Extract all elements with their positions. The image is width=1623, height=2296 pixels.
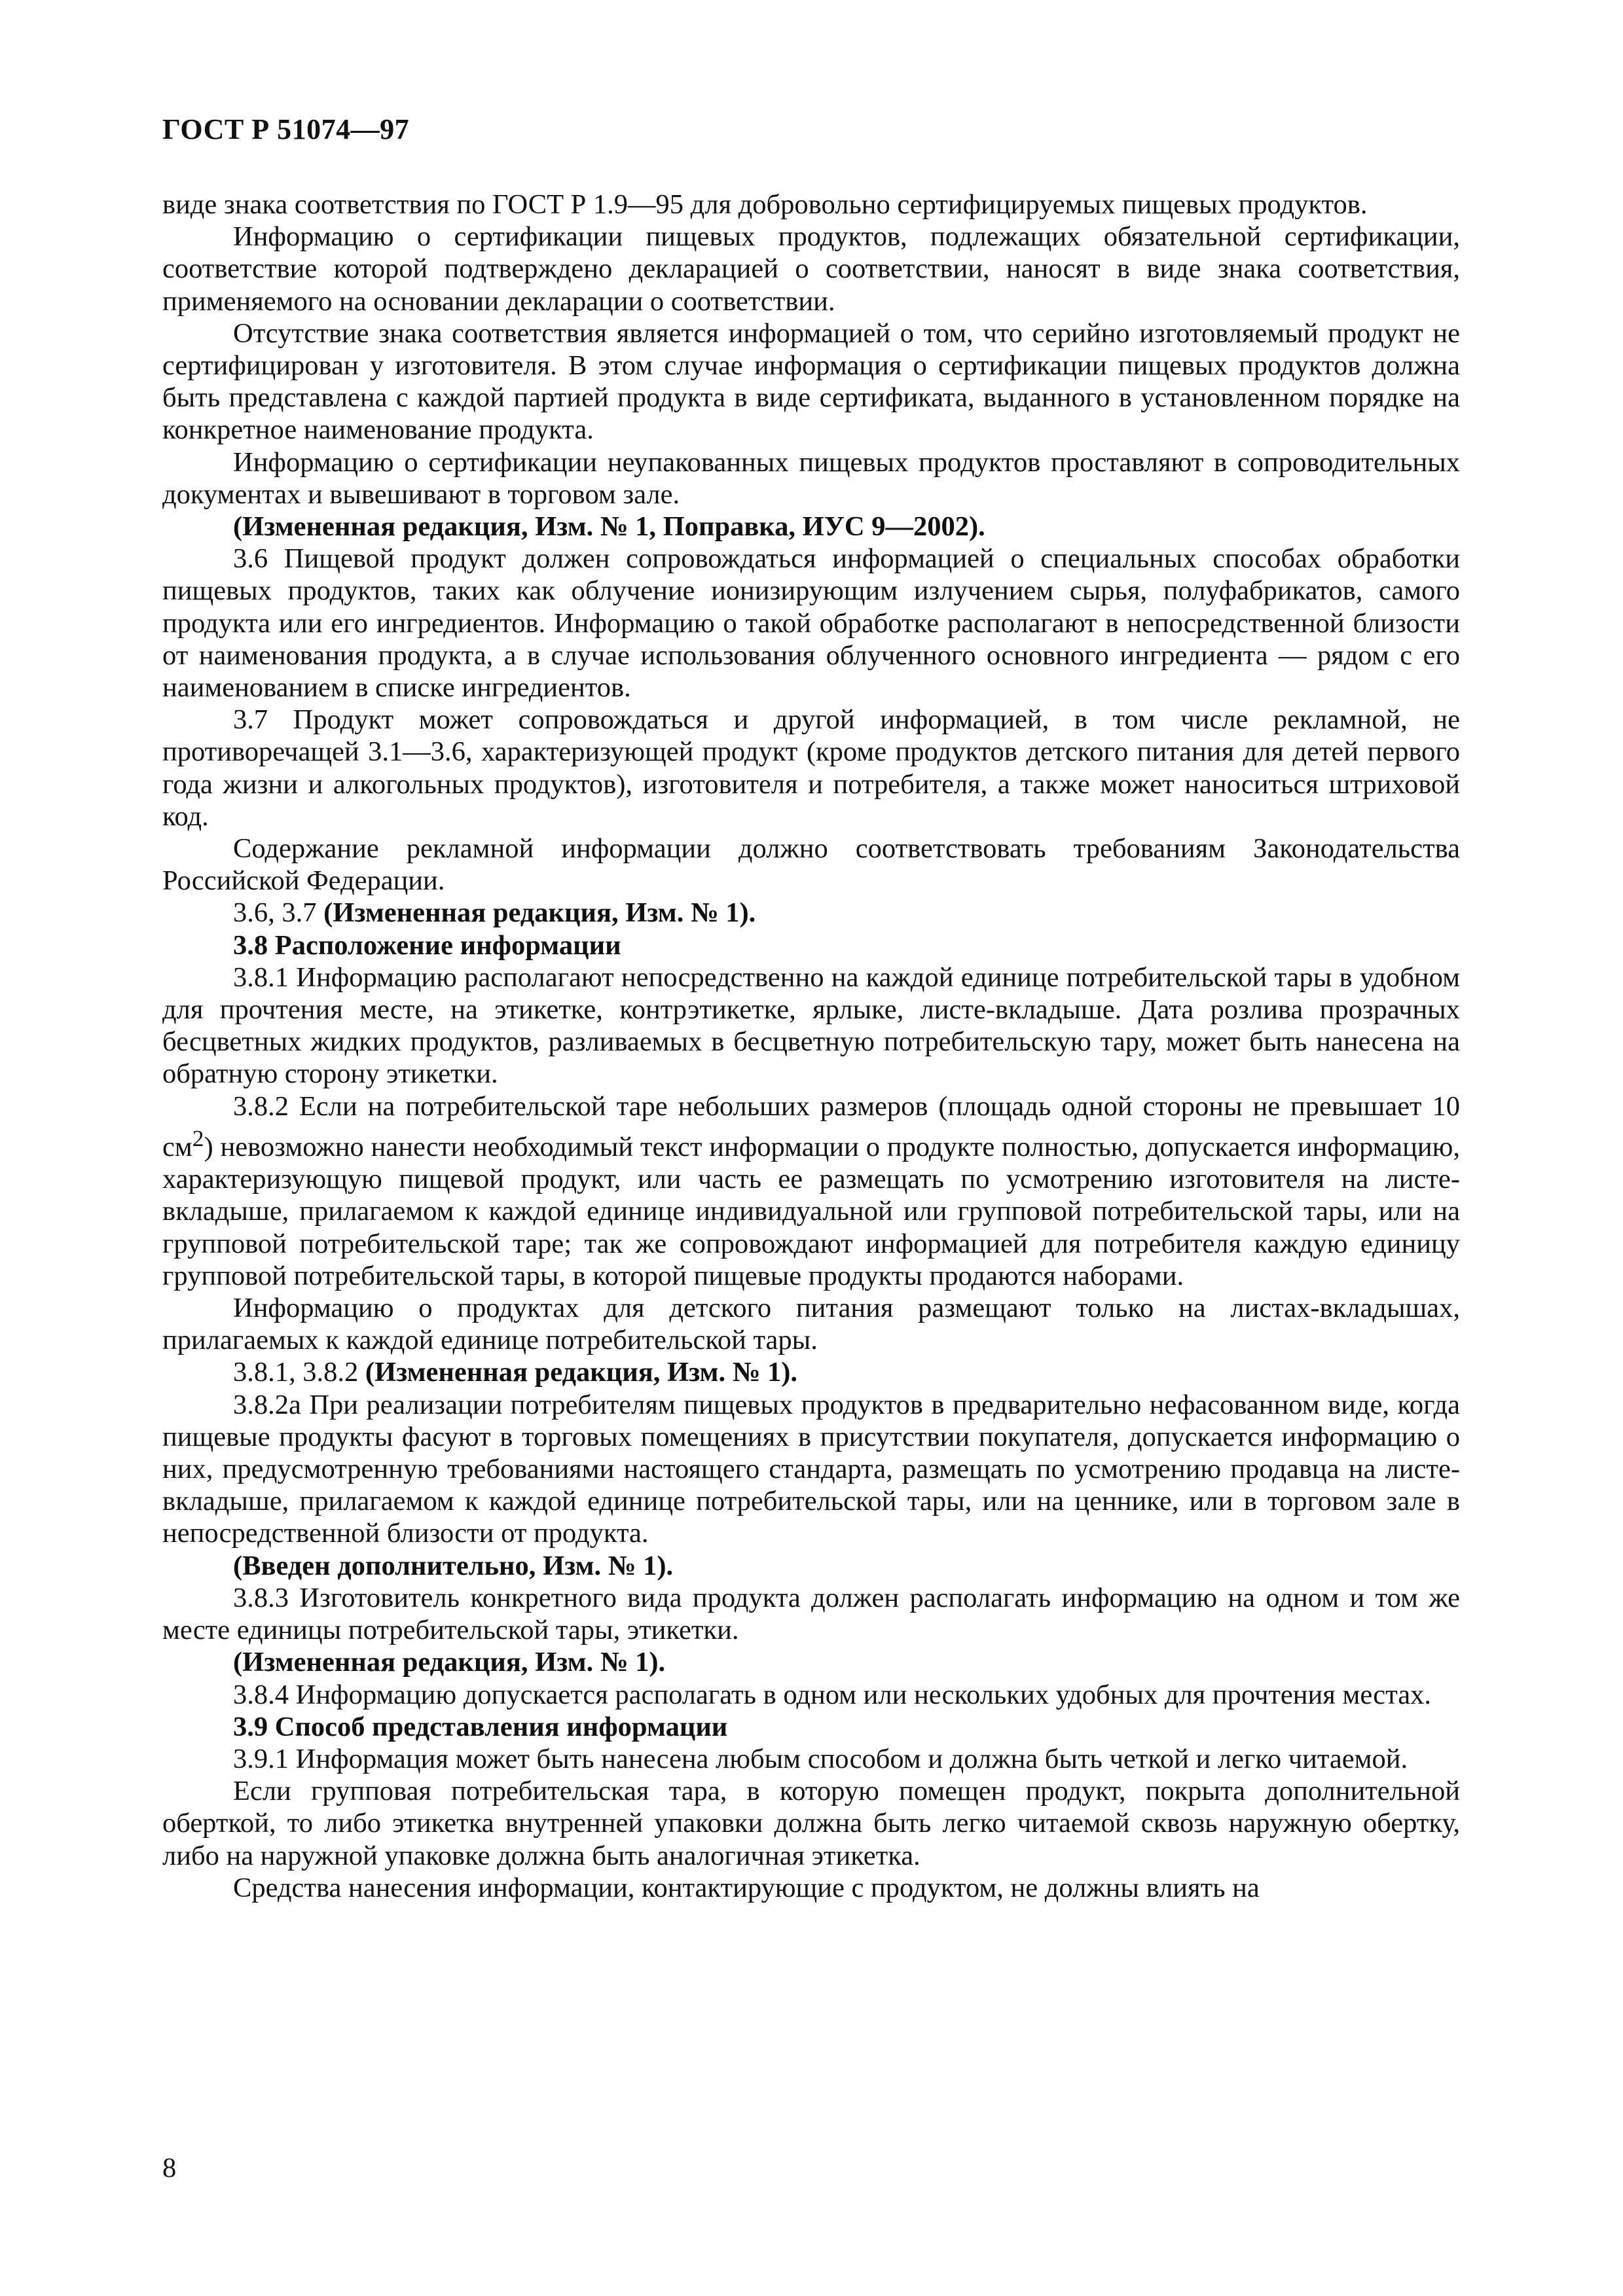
document-header: ГОСТ Р 51074—97 <box>162 113 410 145</box>
amendment-text: (Измененная редакция, Изм. № 1). <box>365 1357 798 1388</box>
document-body <box>162 188 1460 1904</box>
clause-3-8-3: 3.8.3 Изготовитель конкретного вида продукта должен располагать информацию на одном и том же месте единицы потребительской тары, этикетки. <box>162 1582 1460 1646</box>
clause-3-8-1: 3.8.1 Информацию располагают непосредственно на каждой единице потребительской тары в удобном для прочтения месте, на этикетке, контрэтикетке, ярлыке, листе-вкладыше. Дата розлива прозрачных бесцветных жидких продуктов, разливаемых в бесцветную потребительскую тару, может быть нанесена на обратную сторону этикетки. <box>162 961 1460 1090</box>
amendment-note: (Измененная редакция, Изм. № 1). <box>233 1647 666 1678</box>
superscript: 2 <box>192 1124 204 1151</box>
clause-3-8-2a: 3.8.2а При реализации потребителям пищевых продуктов в предварительно нефасованном виде, когда пищевые продукты фасуют в торговых помещениях в присутствии покупателя, допускается информацию о них, предусмотренную требованиями настоящего стандарта, размещать по усмотрению продавца на листе-вкладыше, прилагаемом к каждой единице потребительской тары, или на ценнике, или в торговом зале в непосредственной близости от продукта. <box>162 1389 1460 1549</box>
clause-text: 3.8.2 Если на потребительской таре небольших размеров (площадь одной стороны не превышает 10 см <box>162 1090 1460 1163</box>
amendment-ref: 3.6, 3.7 <box>233 897 324 929</box>
amendment-text: (Измененная редакция, Изм. № 1). <box>323 897 756 929</box>
paragraph: Отсутствие знака соответствия является информацией о том, что серийно изготовляемый продукт не сертифицирован у изготовителя. В этом случае информация о сертификации пищевых продуктов должна быть представлена с каждой партией продукта в виде сертификата, выданного в установленном порядке на конкретное наименование продукта. <box>162 317 1460 446</box>
amendment-note <box>162 897 1460 929</box>
amendment-ref: 3.8.1, 3.8.2 <box>233 1357 365 1388</box>
amendment-note <box>162 1356 1460 1388</box>
amendment-note: (Измененная редакция, Изм. № 1, Поправка, ИУС 9—2002). <box>233 511 985 543</box>
paragraph: Информацию о сертификации пищевых продуктов, подлежащих обязательной сертификации, соответствие которой подтверждено декларацией о соответствии, наносят в виде знака соответствия, применяемого на основании декларации о соответствии. <box>162 221 1460 317</box>
paragraph: виде знака соответствия по ГОСТ Р 1.9—95 для добровольно сертифицируемых пищевых продуктов. <box>162 189 1368 220</box>
paragraph: Информацию о сертификации неупакованных пищевых продуктов проставляют в сопроводительных документах и вывешивают в торговом зале. <box>162 446 1460 510</box>
paragraph: Содержание рекламной информации должно соответствовать требованиям Законодательства Российской Федерации. <box>162 833 1460 897</box>
amendment-note: (Введен дополнительно, Изм. № 1). <box>233 1550 674 1581</box>
clause-3-6: 3.6 Пищевой продукт должен сопровождаться информацией о специальных способах обработки пищевых продуктов, таких как облучение ионизирующим излучением сырья, полуфабрикатов, самого продукта или его ингредиентов. Информацию о такой обработке располагают в непосредственной близости от наименования продукта, а в случае использования облученного основного ингредиента — рядом с его наименованием в списке ингредиентов. <box>162 543 1460 704</box>
paragraph: Если групповая потребительская тара, в которую помещен продукт, покрыта дополнительной оберткой, то либо этикетка внутренней упаковки должна быть легко читаемой сквозь наружную обертку, либо на наружной упаковке должна быть аналогичная этикетка. <box>162 1776 1460 1871</box>
clause-3-8-2 <box>162 1090 1460 1292</box>
paragraph: Средства нанесения информации, контактирующие с продуктом, не должны влиять на <box>233 1872 1260 1903</box>
clause-text: ) невозможно нанести необходимый текст информации о продукте полностью, допускается информацию, характеризующую пищевой продукт, или часть ее размещать по усмотрению изготовителя на листе-вкладыше, прилагаемом к каждой единице индивидуальной или групповой потребительской тары, или на групповой потребительской таре; так же сопровождают информацией для потребителя каждую единицу групповой потребительской тары, в которой пищевые продукты продаются наборами. <box>162 1132 1460 1291</box>
clause-3-7: 3.7 Продукт может сопровождаться и другой информацией, в том числе рекламной, не противоречащей 3.1—3.6, характеризующей продукт (кроме продуктов детского питания для детей первого года жизни и алкогольных продуктов), изготовителя и потребителя, а также может наноситься штриховой код. <box>162 704 1460 832</box>
page-number: 8 <box>162 2153 177 2183</box>
section-heading-3-9: 3.9 Способ представления информации <box>233 1711 728 1742</box>
section-heading-3-8: 3.8 Расположение информации <box>233 929 621 961</box>
clause-3-9-1: 3.9.1 Информация может быть нанесена любым способом и должна быть четкой и легко читаемой. <box>233 1743 1408 1774</box>
clause-3-8-4: 3.8.4 Информацию допускается располагать в одном или нескольких удобных для прочтения местах. <box>233 1679 1431 1710</box>
paragraph: Информацию о продуктах для детского питания размещают только на листах-вкладышах, прилагаемых к каждой единице потребительской тары. <box>162 1293 1460 1356</box>
